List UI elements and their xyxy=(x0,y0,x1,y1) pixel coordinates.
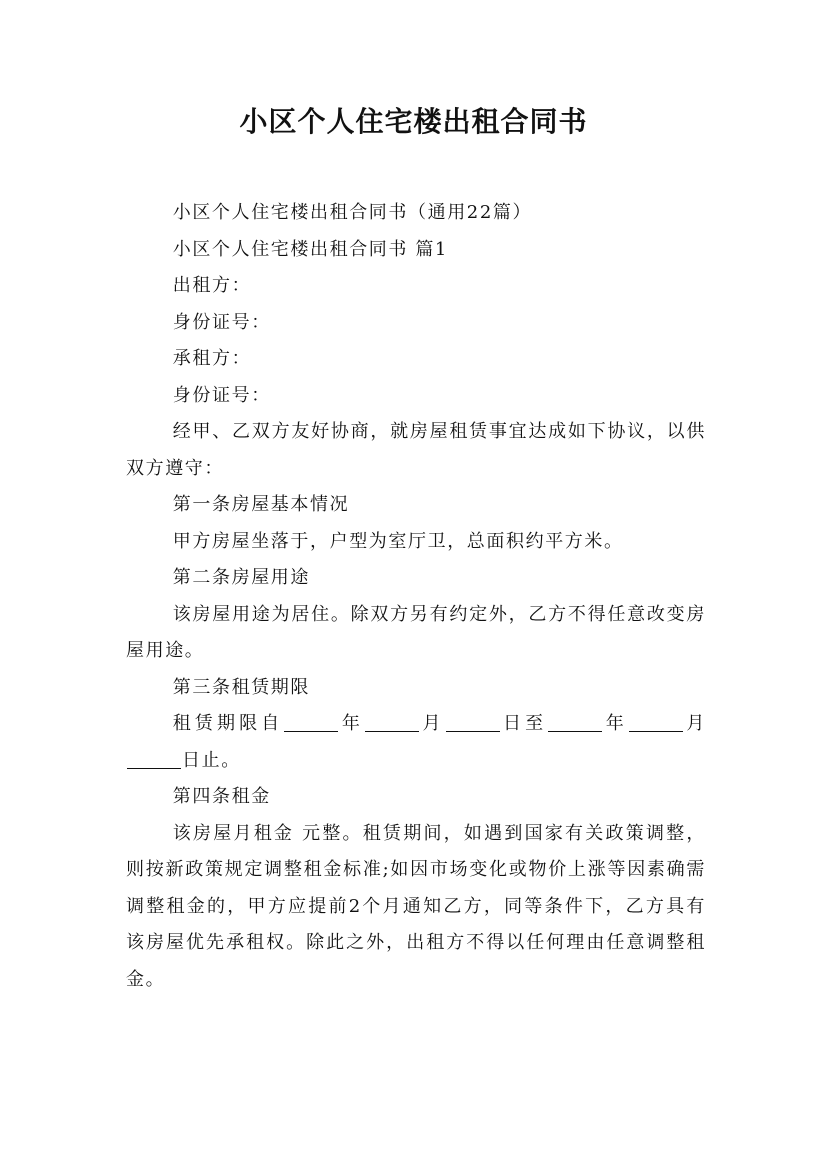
article1-title: 第一条房屋基本情况 xyxy=(172,494,350,515)
lease-year-label: 年 xyxy=(339,713,364,734)
intro-paragraph: 经甲、乙双方友好协商，就房屋租赁事宜达成如下协议，以供双方遵守： xyxy=(126,421,706,479)
lease-end-month-label: 月 xyxy=(683,713,706,734)
article2-title: 第二条房屋用途 xyxy=(172,567,310,588)
blank-end-month xyxy=(629,713,683,732)
lessor-label: 出租方： xyxy=(172,275,252,296)
article1-text: 甲方房屋坐落于，户型为室厅卫，总面积约平方米。 xyxy=(172,530,624,552)
blank-start-year xyxy=(284,713,338,732)
lessee-id-label: 身份证号： xyxy=(172,384,271,406)
lease-end-text: 日止。 xyxy=(182,749,241,771)
lease-end-year-label: 年 xyxy=(603,713,628,734)
article3-title: 第三条租赁期限 xyxy=(172,676,310,698)
document-title: 小区个人住宅楼出租合同书 xyxy=(239,105,588,138)
lessor-id-label: 身份证号： xyxy=(172,311,271,333)
article3-text xyxy=(126,706,706,779)
blank-start-month xyxy=(365,713,419,732)
article4-title: 第四条租金 xyxy=(172,786,271,807)
lease-day-to-label: 日至 xyxy=(500,713,548,734)
article2-text: 该房屋用途为居住。除双方另有约定外，乙方不得任意改变房屋用途。 xyxy=(126,603,706,661)
article4-text: 该房屋月租金 元整。租赁期间，如遇到国家有关政策调整，则按新政策规定调整租金标准;如因市场变化或物价上涨等因素确需调整租金的，甲方应提前2个月通知乙方，同等条件下，乙方具有该房屋优先承租权。除此之外，出租方不得以任何理由任意调整租金。 xyxy=(126,822,706,990)
blank-end-year xyxy=(548,713,602,732)
lessee-label: 承租方： xyxy=(172,348,252,369)
blank-end-day xyxy=(127,750,181,769)
lease-term-start-text: 租赁期限自 xyxy=(172,713,284,734)
lease-month-label: 月 xyxy=(419,713,445,734)
section-heading: 小区个人住宅楼出租合同书 篇1 xyxy=(172,238,448,260)
document-subtitle: 小区个人住宅楼出租合同书（通用22篇） xyxy=(172,202,533,223)
document-body xyxy=(126,195,706,998)
blank-start-day xyxy=(446,713,500,732)
